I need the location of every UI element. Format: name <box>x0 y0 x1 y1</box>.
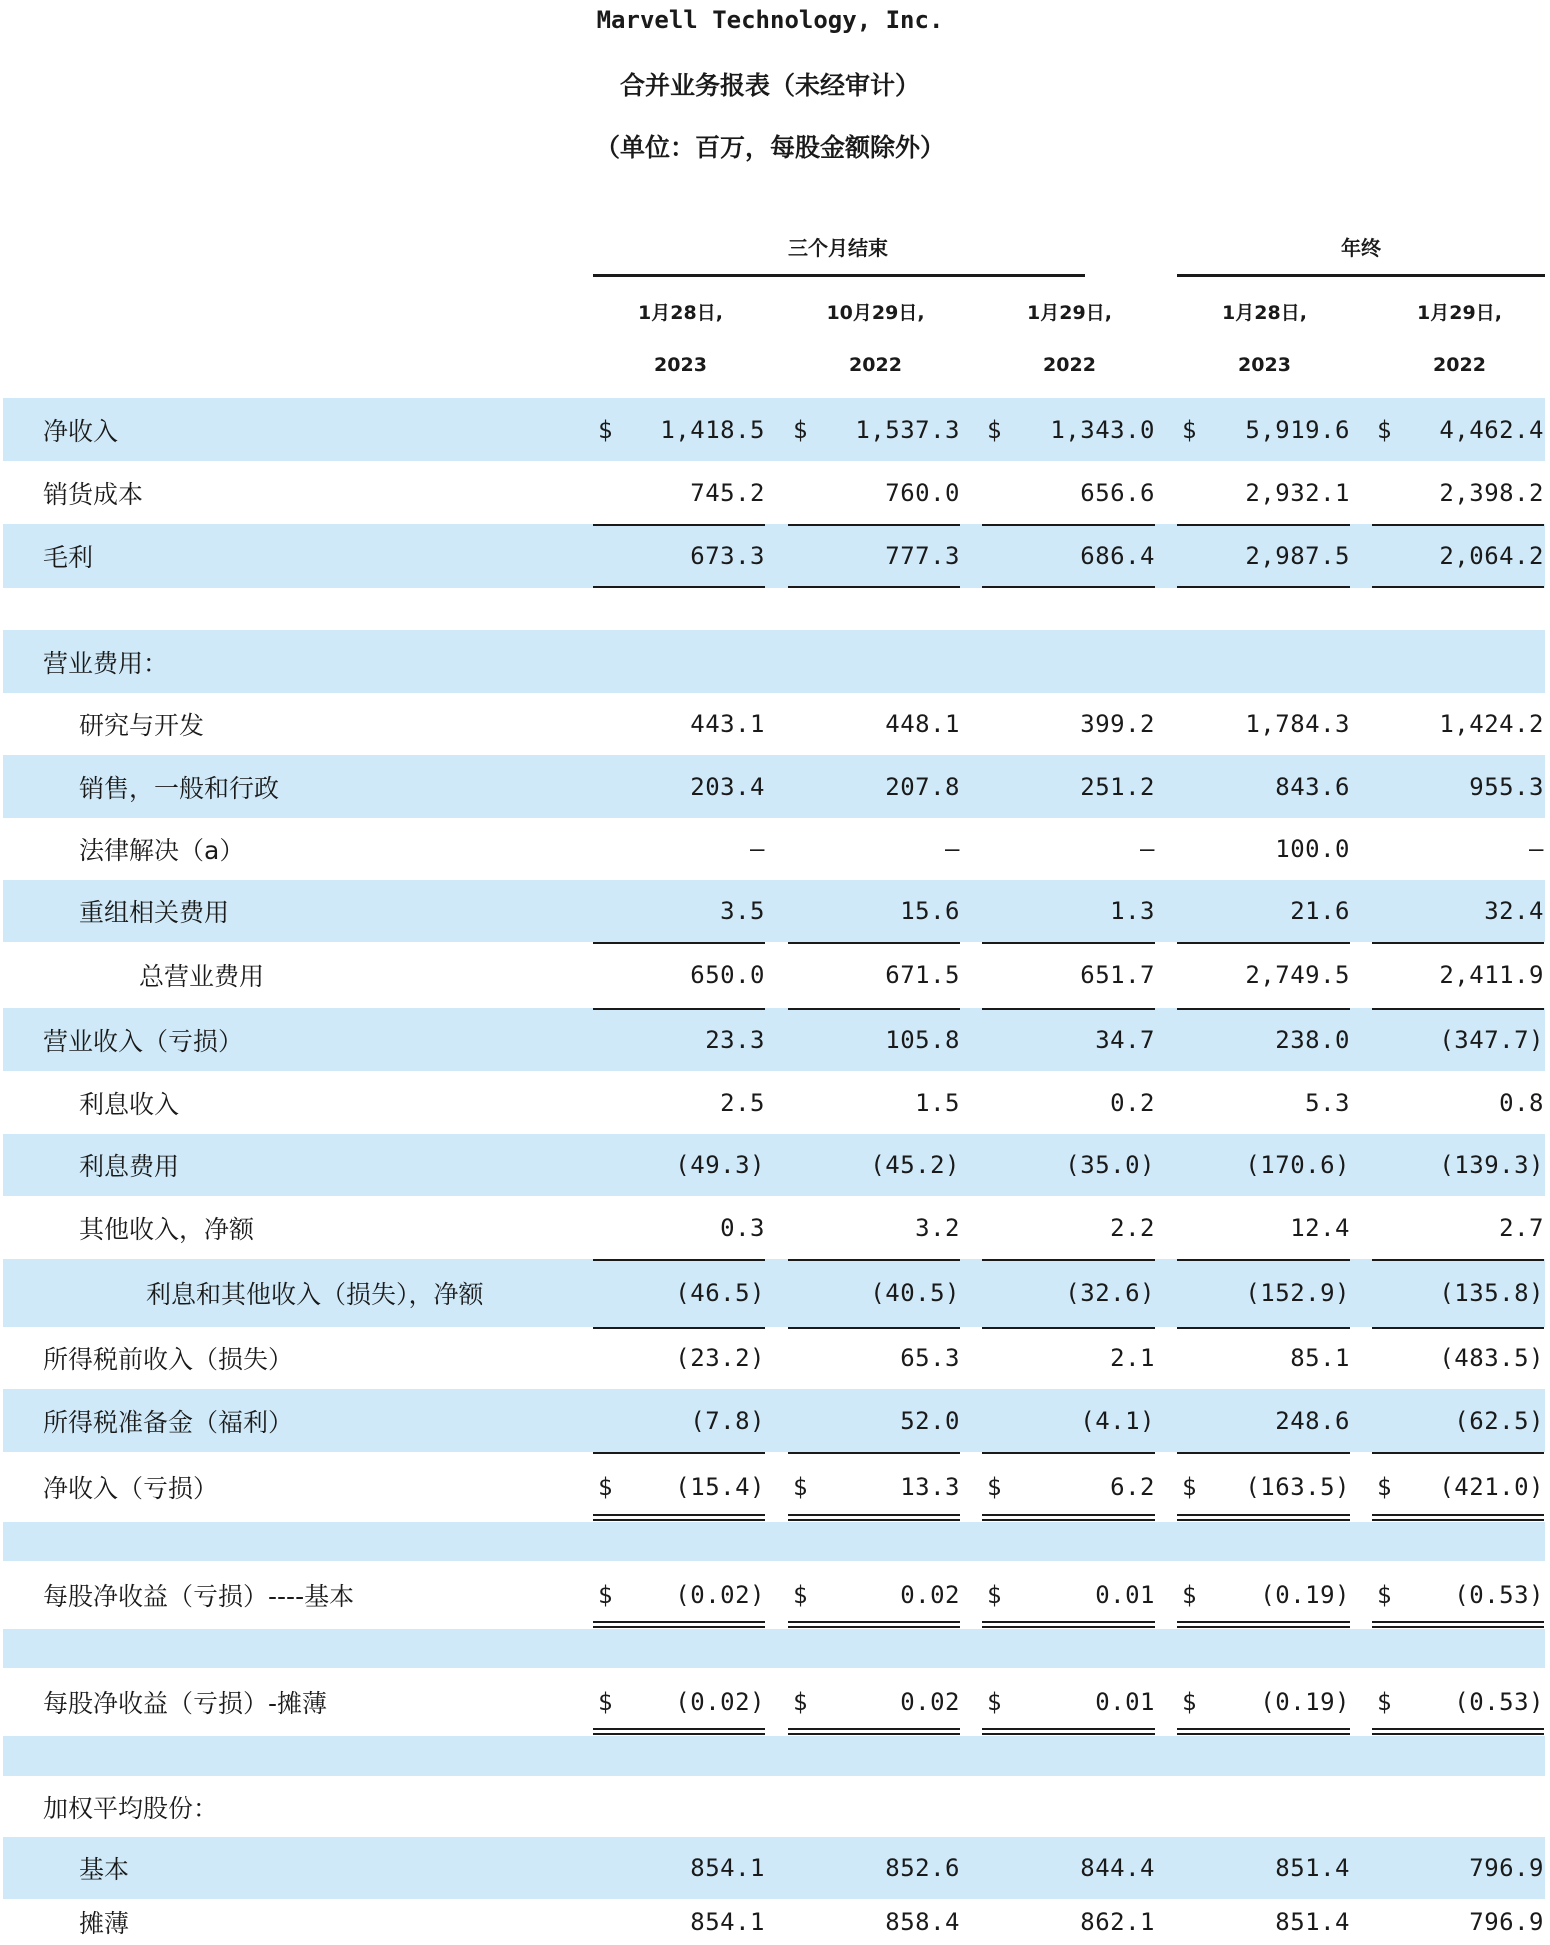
row-label: 法律解决（a） <box>79 836 245 865</box>
table-row <box>3 755 1545 818</box>
value-cell: (0.19) <box>1260 1688 1350 1716</box>
row-label: 加权平均股份： <box>43 1793 219 1823</box>
value-cell: 777.3 <box>885 542 960 570</box>
underline-rule <box>982 1008 1155 1010</box>
value-cell: 745.2 <box>690 478 765 507</box>
table-row <box>3 942 1545 1008</box>
underline-rule <box>1372 524 1544 526</box>
value-cell: 0.2 <box>1110 1088 1155 1117</box>
double-underline-rule <box>982 1621 1155 1623</box>
row-label: 销货成本 <box>43 479 144 509</box>
value-cell: (35.0) <box>1065 1151 1155 1179</box>
value-cell: 238.0 <box>1275 1025 1350 1054</box>
double-underline-rule <box>1177 1626 1350 1628</box>
value-cell: 207.8 <box>885 772 960 801</box>
double-underline-rule <box>788 1519 960 1521</box>
value-cell: 686.4 <box>1080 542 1155 570</box>
double-underline-rule <box>1177 1733 1350 1735</box>
double-underline-rule <box>1372 1733 1544 1735</box>
currency-symbol: $ <box>1182 1581 1197 1609</box>
table-row <box>3 1327 1545 1389</box>
currency-symbol: $ <box>1377 1688 1392 1716</box>
currency-symbol: $ <box>1377 415 1392 444</box>
value-cell: 796.9 <box>1469 1854 1544 1882</box>
double-underline-rule <box>1177 1621 1350 1623</box>
currency-symbol: $ <box>598 1688 613 1716</box>
table-row <box>3 1196 1545 1259</box>
value-cell: (483.5) <box>1439 1344 1544 1372</box>
group-rule-year-end <box>1177 274 1545 277</box>
value-cell: 2.5 <box>720 1088 765 1117</box>
value-cell: (152.9) <box>1245 1279 1350 1307</box>
currency-symbol: $ <box>598 415 613 444</box>
double-underline-rule <box>982 1626 1155 1628</box>
value-cell: 656.6 <box>1080 478 1155 507</box>
value-cell: (46.5) <box>675 1279 765 1307</box>
column-date: 1月28日, <box>638 302 723 324</box>
double-underline-rule <box>788 1733 960 1735</box>
column-year: 2022 <box>1433 354 1486 376</box>
row-label: 利息收入 <box>79 1089 180 1119</box>
double-underline-rule <box>1372 1728 1544 1730</box>
currency-symbol: $ <box>598 1581 613 1609</box>
row-label: 销售，一般和行政 <box>79 773 280 803</box>
spacer-row <box>3 588 1545 630</box>
value-cell: 760.0 <box>885 478 960 507</box>
value-cell: 671.5 <box>885 961 960 989</box>
table-row <box>3 630 1545 693</box>
value-cell: 854.1 <box>690 1908 765 1936</box>
underline-rule <box>788 942 960 944</box>
value-cell: 85.1 <box>1290 1344 1350 1372</box>
value-cell: (347.7) <box>1439 1025 1544 1054</box>
value-cell: 2,398.2 <box>1439 478 1544 507</box>
currency-symbol: $ <box>987 1581 1002 1609</box>
row-label: 所得税前收入（损失） <box>43 1345 294 1374</box>
value-cell: (62.5) <box>1454 1406 1544 1435</box>
column-date: 1月29日, <box>1027 302 1112 324</box>
value-cell: 2.2 <box>1110 1213 1155 1242</box>
underline-rule <box>1372 1008 1544 1010</box>
value-cell: 843.6 <box>1275 772 1350 801</box>
row-label: 所得税准备金（福利） <box>43 1407 294 1437</box>
table-row <box>3 880 1545 942</box>
table-row <box>3 1776 1545 1837</box>
row-label: 研究与开发 <box>79 711 205 740</box>
double-underline-rule <box>982 1733 1155 1735</box>
row-label: 利息和其他收入（损失），净额 <box>146 1280 484 1309</box>
underline-rule <box>1177 1452 1350 1454</box>
row-label: 基本 <box>79 1855 130 1884</box>
value-cell: 6.2 <box>1110 1473 1155 1501</box>
value-cell: 0.01 <box>1095 1581 1155 1609</box>
value-cell: 0.01 <box>1095 1688 1155 1716</box>
double-underline-rule <box>593 1514 765 1516</box>
value-cell: 21.6 <box>1290 897 1350 925</box>
row-label: 总营业费用 <box>139 962 265 991</box>
row-label: 毛利 <box>43 543 94 572</box>
underline-rule <box>1177 1259 1350 1261</box>
double-underline-rule <box>1372 1519 1544 1521</box>
value-cell: — <box>945 835 960 863</box>
underline-rule <box>593 1259 765 1261</box>
value-cell: 844.4 <box>1080 1854 1155 1882</box>
currency-symbol: $ <box>1182 1473 1197 1501</box>
value-cell: 248.6 <box>1275 1406 1350 1435</box>
table-row <box>3 524 1545 588</box>
table-row <box>3 1668 1545 1736</box>
underline-rule <box>1177 524 1350 526</box>
value-cell: (7.8) <box>690 1406 765 1435</box>
spacer-row <box>3 1736 1545 1776</box>
double-underline-rule <box>982 1728 1155 1730</box>
value-cell: 0.02 <box>900 1581 960 1609</box>
double-underline-rule <box>982 1519 1155 1521</box>
value-cell: 65.3 <box>900 1344 960 1372</box>
value-cell: (4.1) <box>1080 1406 1155 1435</box>
value-cell: 105.8 <box>885 1025 960 1054</box>
value-cell: 955.3 <box>1469 772 1544 801</box>
value-cell: 15.6 <box>900 897 960 925</box>
underline-rule <box>982 942 1155 944</box>
value-cell: 1.3 <box>1110 897 1155 925</box>
double-underline-rule <box>788 1514 960 1516</box>
value-cell: 5,919.6 <box>1245 415 1350 444</box>
value-cell: 854.1 <box>690 1854 765 1882</box>
value-cell: (0.53) <box>1454 1581 1544 1609</box>
row-label: 每股净收益（亏损）-摊薄 <box>43 1689 328 1718</box>
value-cell: 650.0 <box>690 961 765 989</box>
value-cell: 1,537.3 <box>855 415 960 444</box>
value-cell: 100.0 <box>1275 835 1350 863</box>
value-cell: 34.7 <box>1095 1025 1155 1054</box>
underline-rule <box>1177 942 1350 944</box>
value-cell: 1,418.5 <box>660 415 765 444</box>
currency-symbol: $ <box>793 1581 808 1609</box>
currency-symbol: $ <box>793 415 808 444</box>
value-cell: 2,932.1 <box>1245 478 1350 507</box>
value-cell: — <box>750 835 765 863</box>
underline-rule <box>982 524 1155 526</box>
row-label: 净收入 <box>43 416 119 446</box>
underline-rule <box>1177 1327 1350 1329</box>
value-cell: 203.4 <box>690 772 765 801</box>
underline-rule <box>1177 1008 1350 1010</box>
value-cell: (139.3) <box>1439 1151 1544 1179</box>
row-label: 净收入（亏损） <box>43 1474 219 1503</box>
underline-rule <box>788 1452 960 1454</box>
value-cell: 0.02 <box>900 1688 960 1716</box>
double-underline-rule <box>1177 1728 1350 1730</box>
value-cell: (23.2) <box>675 1344 765 1372</box>
underline-rule <box>788 1259 960 1261</box>
value-cell: 23.3 <box>705 1025 765 1054</box>
table-row <box>3 1071 1545 1134</box>
double-underline-rule <box>788 1621 960 1623</box>
value-cell: — <box>1529 835 1544 863</box>
column-year: 2023 <box>1238 354 1291 376</box>
row-label: 其他收入，净额 <box>79 1214 255 1244</box>
value-cell: (15.4) <box>675 1473 765 1501</box>
double-underline-rule <box>1177 1514 1350 1516</box>
value-cell: (0.02) <box>675 1688 765 1716</box>
value-cell: 0.8 <box>1499 1088 1544 1117</box>
underline-rule <box>788 1008 960 1010</box>
row-label: 营业费用： <box>43 648 169 678</box>
table-row <box>3 1561 1545 1629</box>
currency-symbol: $ <box>598 1473 613 1501</box>
company-name: Marvell Technology, Inc. <box>596 6 944 34</box>
value-cell: 1,784.3 <box>1245 710 1350 738</box>
double-underline-rule <box>788 1728 960 1730</box>
currency-symbol: $ <box>987 1473 1002 1501</box>
table-row <box>3 1134 1545 1196</box>
value-cell: 1,424.2 <box>1439 710 1544 738</box>
underline-rule <box>1372 1452 1544 1454</box>
underline-rule <box>593 1452 765 1454</box>
underline-rule <box>982 1259 1155 1261</box>
group-header-year-end: 年终 <box>1341 236 1381 260</box>
currency-symbol: $ <box>987 1688 1002 1716</box>
currency-symbol: $ <box>1377 1473 1392 1501</box>
value-cell: 3.2 <box>915 1213 960 1242</box>
statement-title: 合并业务报表（未经审计） <box>619 71 920 100</box>
double-underline-rule <box>593 1621 765 1623</box>
value-cell: 399.2 <box>1080 710 1155 738</box>
value-cell: 4,462.4 <box>1439 415 1544 444</box>
value-cell: 858.4 <box>885 1908 960 1936</box>
value-cell: (421.0) <box>1439 1473 1544 1501</box>
value-cell: 0.3 <box>720 1213 765 1242</box>
value-cell: 13.3 <box>900 1473 960 1501</box>
group-header-three-months: 三个月结束 <box>788 236 888 260</box>
underline-rule <box>982 1327 1155 1329</box>
value-cell: 2,064.2 <box>1439 542 1544 570</box>
underline-rule <box>788 524 960 526</box>
value-cell: 5.3 <box>1305 1088 1350 1117</box>
currency-symbol: $ <box>793 1473 808 1501</box>
table-row <box>3 818 1545 880</box>
value-cell: 1,343.0 <box>1050 415 1155 444</box>
table-row <box>3 398 1545 461</box>
value-cell: 251.2 <box>1080 772 1155 801</box>
value-cell: 851.4 <box>1275 1908 1350 1936</box>
table-row <box>3 1899 1545 1945</box>
underline-rule <box>593 1327 765 1329</box>
double-underline-rule <box>593 1626 765 1628</box>
double-underline-rule <box>982 1514 1155 1516</box>
value-cell: (163.5) <box>1245 1473 1350 1501</box>
value-cell: 2,749.5 <box>1245 961 1350 989</box>
column-year: 2023 <box>654 354 707 376</box>
value-cell: 2.1 <box>1110 1344 1155 1372</box>
currency-symbol: $ <box>987 415 1002 444</box>
spacer-row <box>3 1629 1545 1668</box>
table-row <box>3 1259 1545 1327</box>
value-cell: 443.1 <box>690 710 765 738</box>
value-cell: 862.1 <box>1080 1908 1155 1936</box>
value-cell: 1.5 <box>915 1088 960 1117</box>
double-underline-rule <box>593 1728 765 1730</box>
double-underline-rule <box>788 1626 960 1628</box>
value-cell: (135.8) <box>1439 1279 1544 1307</box>
underline-rule <box>788 1327 960 1329</box>
value-cell: (32.6) <box>1065 1279 1155 1307</box>
table-row <box>3 1837 1545 1899</box>
value-cell: (0.02) <box>675 1581 765 1609</box>
value-cell: (49.3) <box>675 1151 765 1179</box>
row-label: 重组相关费用 <box>79 898 230 927</box>
value-cell: 851.4 <box>1275 1854 1350 1882</box>
currency-symbol: $ <box>793 1688 808 1716</box>
value-cell: 2,411.9 <box>1439 961 1544 989</box>
units-note: （单位：百万，每股金额除外） <box>594 133 945 162</box>
column-year: 2022 <box>1043 354 1096 376</box>
spacer-row <box>3 1522 1545 1561</box>
group-rule-three-months <box>593 274 1085 277</box>
underline-rule <box>982 1452 1155 1454</box>
table-row <box>3 461 1545 524</box>
value-cell: (0.53) <box>1454 1688 1544 1716</box>
value-cell: 52.0 <box>900 1406 960 1435</box>
underline-rule <box>593 524 765 526</box>
value-cell: 852.6 <box>885 1854 960 1882</box>
underline-rule <box>1372 1327 1544 1329</box>
value-cell: 796.9 <box>1469 1908 1544 1936</box>
double-underline-rule <box>1177 1519 1350 1521</box>
value-cell: 2,987.5 <box>1245 542 1350 570</box>
underline-rule <box>1372 942 1544 944</box>
table-row <box>3 1389 1545 1452</box>
column-year: 2022 <box>849 354 902 376</box>
table-row <box>3 1452 1545 1522</box>
value-cell: (170.6) <box>1245 1151 1350 1179</box>
double-underline-rule <box>593 1519 765 1521</box>
value-cell: 32.4 <box>1484 897 1544 925</box>
row-label: 营业收入（亏损） <box>43 1026 244 1056</box>
underline-rule <box>593 1008 765 1010</box>
value-cell: 673.3 <box>690 542 765 570</box>
currency-symbol: $ <box>1182 1688 1197 1716</box>
column-date: 10月29日, <box>826 302 925 324</box>
row-label: 每股净收益（亏损）----基本 <box>43 1582 355 1611</box>
value-cell: — <box>1140 835 1155 863</box>
value-cell: 651.7 <box>1080 961 1155 989</box>
currency-symbol: $ <box>1182 415 1197 444</box>
value-cell: 3.5 <box>720 897 765 925</box>
underline-rule <box>593 942 765 944</box>
double-underline-rule <box>1372 1621 1544 1623</box>
row-label: 摊薄 <box>79 1909 130 1938</box>
value-cell: (40.5) <box>870 1279 960 1307</box>
underline-rule <box>1372 1259 1544 1261</box>
currency-symbol: $ <box>1377 1581 1392 1609</box>
row-label: 利息费用 <box>79 1152 180 1181</box>
column-date: 1月29日, <box>1417 302 1502 324</box>
value-cell: (0.19) <box>1260 1581 1350 1609</box>
double-underline-rule <box>593 1733 765 1735</box>
double-underline-rule <box>1372 1626 1544 1628</box>
value-cell: 448.1 <box>885 710 960 738</box>
table-row <box>3 1008 1545 1071</box>
value-cell: 2.7 <box>1499 1213 1544 1242</box>
column-date: 1月28日, <box>1222 302 1307 324</box>
double-underline-rule <box>1372 1514 1544 1516</box>
value-cell: (45.2) <box>870 1151 960 1179</box>
table-row <box>3 693 1545 755</box>
value-cell: 12.4 <box>1290 1213 1350 1242</box>
